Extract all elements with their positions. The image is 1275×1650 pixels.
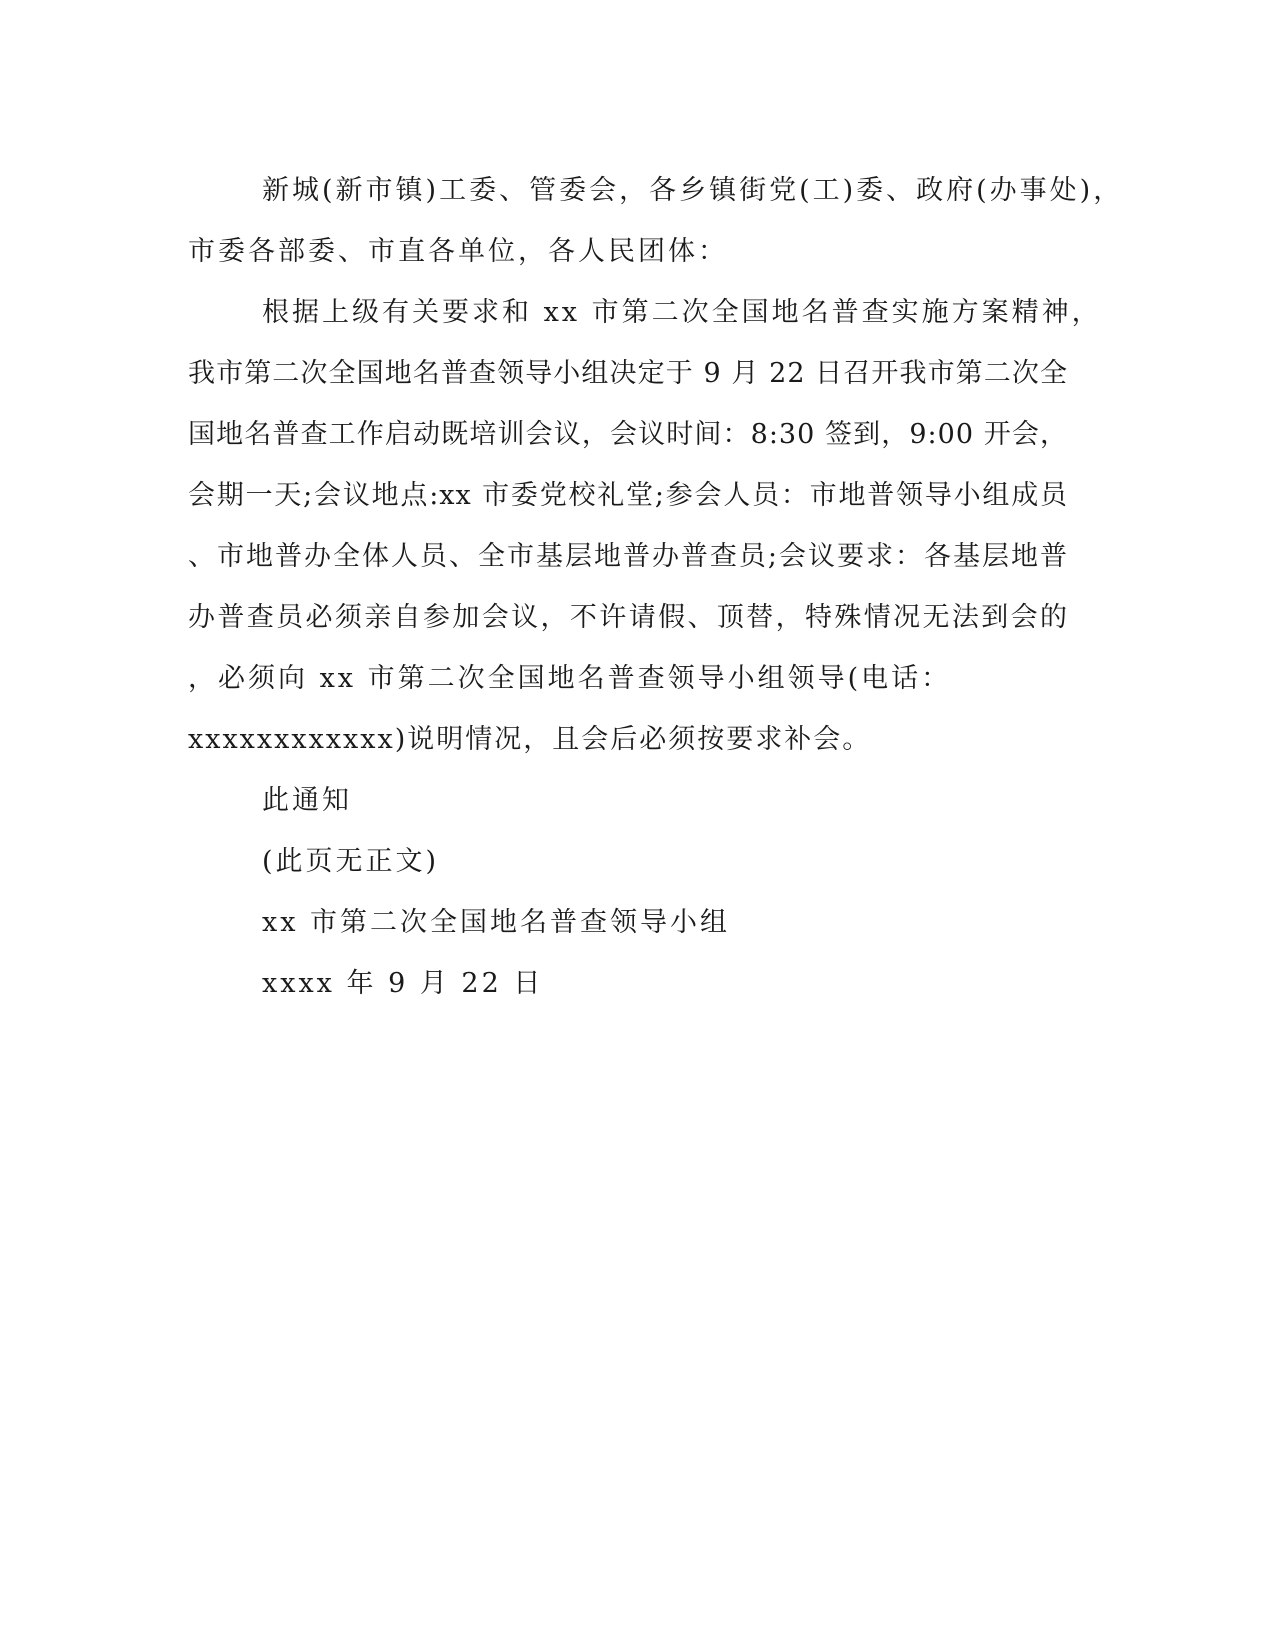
address-line-2: 市委各部委、市直各单位，各人民团体： xyxy=(188,236,728,267)
signature: xx 市第二次全国地名普查领导小组 xyxy=(262,907,731,938)
address-line-1: 新城(新市镇)工委、管委会，各乡镇街党(工)委、政府(办事处)， xyxy=(262,175,1124,206)
no-body-note: (此页无正文) xyxy=(262,846,440,877)
body-line-7: ，必须向 xx 市第二次全国地名普查领导小组领导(电话： xyxy=(188,663,952,694)
closing-text: 此通知 xyxy=(262,785,352,816)
body-line-1: 根据上级有关要求和 xx 市第二次全国地名普查实施方案精神， xyxy=(262,297,1102,328)
body-line-2: 我市第二次全国地名普查领导小组决定于 9 月 22 日召开我市第二次全 xyxy=(188,358,1068,389)
body-line-6: 办普查员必须亲自参加会议，不许请假、顶替，特殊情况无法到会的 xyxy=(188,602,1068,633)
body-line-3: 国地名普查工作启动既培训会议，会议时间：8:30 签到，9:00 开会， xyxy=(188,419,1068,450)
body-line-4: 会期一天;会议地点:xx 市委党校礼堂;参会人员：市地普领导小组成员 xyxy=(188,480,1068,511)
notice-body xyxy=(188,160,1124,1014)
date: xxxx 年 9 月 22 日 xyxy=(262,968,544,999)
body-line-8: xxxxxxxxxxxx)说明情况，且会后必须按要求补会。 xyxy=(188,724,872,755)
body-line-5: 、市地普办全体人员、全市基层地普办普查员;会议要求：各基层地普 xyxy=(188,541,1068,572)
